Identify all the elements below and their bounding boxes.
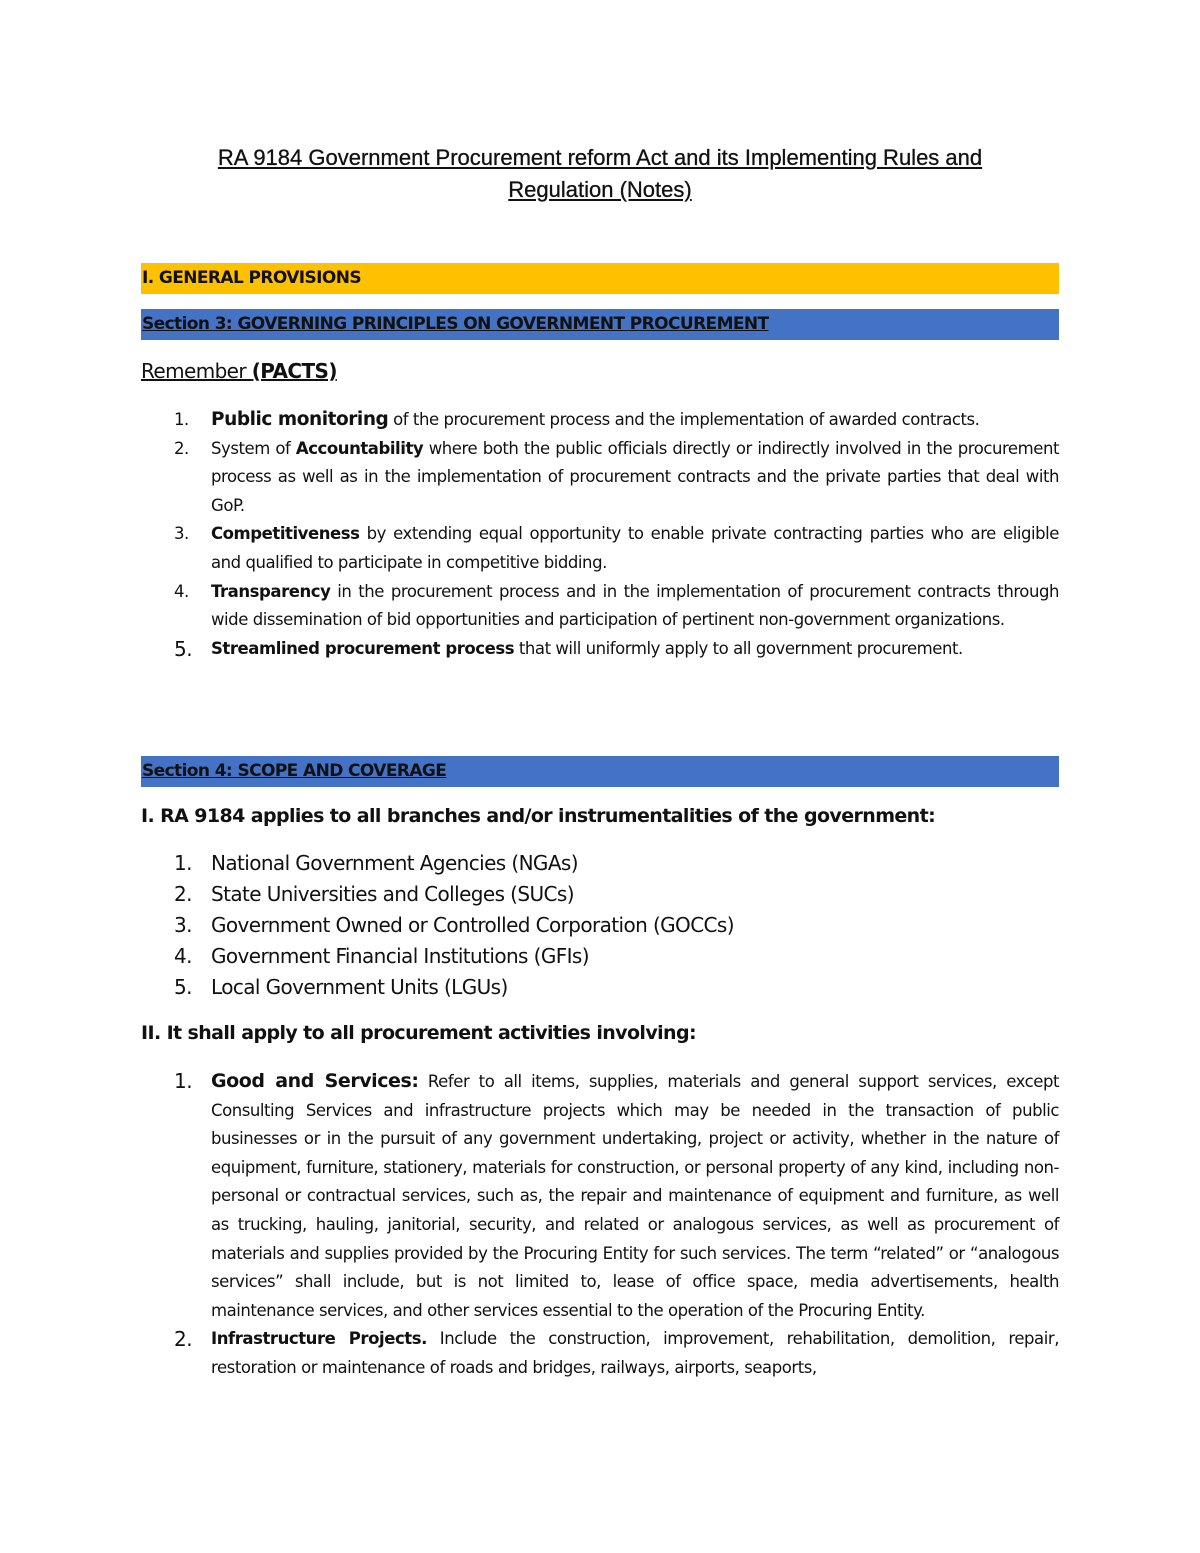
list-item <box>141 941 1059 972</box>
list-number: 5. <box>174 636 193 661</box>
principle-text: of the procurement process and the implementation of awarded contracts. <box>388 410 980 429</box>
principle-term: Competitiveness <box>211 524 360 544</box>
list-number: 4. <box>174 944 192 968</box>
activity-text: Include the construction, improvement, rehabilitation, demolition, repair, restoration or maintenance of roads and bridges, railways, airports, seaports, <box>211 1329 1059 1377</box>
principle-text: where both the public officials directly or indirectly involved in the procurement process as well as in the implementation of procurement contracts and the private parties that deal with GoP. <box>211 438 1059 515</box>
list-item <box>141 910 1059 941</box>
list-item <box>141 972 1059 1003</box>
principle-term: Streamlined procurement process <box>211 638 515 658</box>
list-number: 1. <box>174 410 189 429</box>
title-line-2: Regulation (Notes) <box>508 177 692 202</box>
agencies-list <box>141 848 1059 1003</box>
coverage-subheading: I. RA 9184 applies to all branches and/or instrumentalities of the government: <box>141 805 936 827</box>
list-item <box>141 635 1059 664</box>
remember-pacts-label <box>141 359 337 383</box>
section-3-heading-text: Section 3: GOVERNING PRINCIPLES ON GOVERNMENT PROCUREMENT <box>142 314 769 334</box>
principle-text: in the procurement process and in the implementation of procurement contracts through wide dissemination of bid opportunities and participation of pertinent non-government organizations. <box>211 581 1059 630</box>
activities-list <box>141 1067 1059 1383</box>
list-number: 1. <box>174 851 192 875</box>
section-4-heading-text: Section 4: SCOPE AND COVERAGE <box>142 761 447 781</box>
remember-acronym: (PACTS) <box>251 359 337 383</box>
list-item <box>141 1067 1059 1325</box>
pacts-list <box>141 406 1059 663</box>
agency-name: State Universities and Colleges (SUCs) <box>211 882 574 906</box>
principle-term: Accountability <box>295 438 424 458</box>
list-item <box>141 435 1059 521</box>
list-item <box>141 578 1059 635</box>
principle-term: Transparency <box>211 581 331 601</box>
principle-text: by extending equal opportunity to enable private contracting parties who are eligible and qualified to participate in competitive bidding. <box>211 524 1059 572</box>
principle-prefix: System of <box>211 438 296 458</box>
activity-term: Good and Services: <box>211 1070 419 1092</box>
section-3-heading <box>141 309 1059 340</box>
agency-name: Local Government Units (LGUs) <box>211 975 508 999</box>
list-item <box>141 1325 1059 1382</box>
list-number: 4. <box>174 581 189 601</box>
list-number: 2. <box>174 1327 193 1352</box>
activity-text: Refer to all items, supplies, materials and general support services, except Consulting Services and infrastructure projects which may be needed in the transaction of public businesses or in the pursuit of any government undertaking, project or activity, whether in the nature of equipment, furniture, stationery, materials for construction, or personal property of any kind, including non-personal or contractual services, such as, the repair and maintenance of equipment and furniture, as well as trucking, hauling, janitorial, security, and related or analogous services, as well as procurement of materials and supplies provided by the Procuring Entity for such services. The term “related” or “analogous services” shall include, but is not limited to, lease of office space, media advertisements, health maintenance services, and other services essential to the operation of the Procuring Entity. <box>211 1072 1059 1320</box>
list-number: 3. <box>174 524 189 544</box>
remember-prefix: Remember <box>141 359 252 383</box>
agency-name: Government Financial Institutions (GFIs) <box>211 944 589 968</box>
principle-term: Public monitoring <box>211 409 389 430</box>
agency-name: National Government Agencies (NGAs) <box>211 851 578 875</box>
agency-name: Government Owned or Controlled Corporation (GOCCs) <box>211 913 734 937</box>
list-number: 2. <box>174 882 192 906</box>
list-item <box>141 848 1059 879</box>
section-4-heading <box>141 756 1059 787</box>
list-number: 5. <box>174 975 192 999</box>
list-number: 1. <box>174 1069 193 1093</box>
list-item <box>141 406 1059 435</box>
general-provisions-heading: I. GENERAL PROVISIONS <box>141 263 1059 294</box>
activity-term: Infrastructure Projects. <box>211 1329 427 1349</box>
list-item <box>141 520 1059 577</box>
list-number: 2. <box>174 438 189 458</box>
title-line-1: RA 9184 Government Procurement reform Act and its Implementing Rules and <box>217 145 983 170</box>
list-number: 3. <box>174 913 192 937</box>
list-item <box>141 879 1059 910</box>
document-title <box>121 142 1079 206</box>
principle-text: that will uniformly apply to all government procurement. <box>514 638 963 658</box>
activities-subheading: II. It shall apply to all procurement activities involving: <box>141 1022 696 1044</box>
